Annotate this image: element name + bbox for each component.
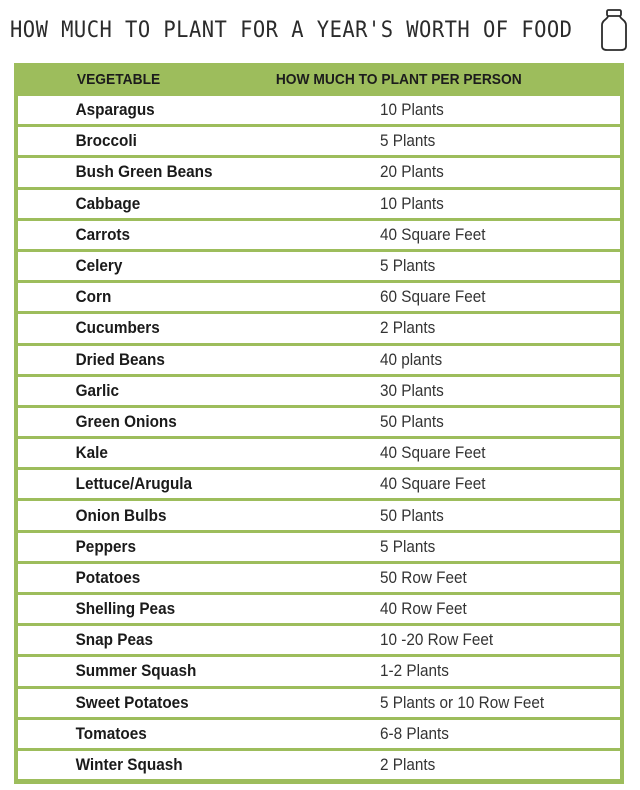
header-vegetable: VEGETABLE — [76, 71, 161, 88]
mason-jar-icon — [599, 8, 629, 52]
vegetable-cell: Peppers — [75, 536, 136, 556]
planting-table — [14, 63, 624, 784]
table-row — [18, 751, 620, 779]
vegetable-cell: Onion Bulbs — [75, 505, 167, 525]
vegetable-cell: Summer Squash — [75, 661, 197, 681]
vegetable-cell: Cucumbers — [75, 318, 160, 338]
amount-cell: 10 -20 Row Feet — [380, 630, 494, 650]
amount-cell: 50 Plants — [380, 505, 444, 525]
table-row — [18, 158, 620, 186]
table-row — [18, 221, 620, 249]
vegetable-cell: Green Onions — [75, 411, 177, 431]
amount-cell: 1-2 Plants — [380, 661, 449, 681]
vegetable-cell: Shelling Peas — [75, 599, 176, 619]
table-row — [18, 501, 620, 529]
amount-cell: 40 Square Feet — [380, 474, 486, 494]
vegetable-cell: Corn — [75, 287, 112, 307]
amount-cell: 40 Row Feet — [380, 599, 467, 619]
table-row — [18, 626, 620, 654]
amount-cell: 10 Plants — [380, 100, 444, 120]
amount-cell: 10 Plants — [380, 193, 444, 213]
table-row — [18, 470, 620, 498]
table-row — [18, 689, 620, 717]
table-row — [18, 439, 620, 467]
vegetable-cell: Lettuce/Arugula — [75, 474, 193, 494]
vegetable-cell: Bush Green Beans — [75, 162, 213, 182]
table-row — [18, 720, 620, 748]
title-bar — [10, 4, 635, 56]
vegetable-cell: Carrots — [75, 224, 131, 244]
amount-cell: 2 Plants — [380, 755, 436, 775]
vegetable-cell: Kale — [75, 443, 108, 463]
amount-cell: 5 Plants — [380, 131, 436, 151]
vegetable-cell: Sweet Potatoes — [75, 692, 189, 712]
amount-cell: 5 Plants or 10 Row Feet — [380, 692, 545, 712]
amount-cell: 2 Plants — [380, 318, 436, 338]
table-row — [18, 408, 620, 436]
table-row — [18, 190, 620, 218]
vegetable-cell: Dried Beans — [75, 349, 165, 369]
table-header — [18, 63, 620, 96]
vegetable-cell: Asparagus — [75, 100, 155, 120]
vegetable-cell: Garlic — [75, 380, 119, 400]
vegetable-cell: Celery — [75, 256, 123, 276]
amount-cell: 5 Plants — [380, 536, 436, 556]
amount-cell: 5 Plants — [380, 256, 436, 276]
amount-cell: 50 Row Feet — [380, 567, 467, 587]
amount-cell: 40 plants — [380, 349, 443, 369]
vegetable-cell: Snap Peas — [75, 630, 153, 650]
page-title: HOW MUCH TO PLANT FOR A YEAR'S WORTH OF FOOD — [10, 17, 573, 43]
vegetable-cell: Potatoes — [75, 567, 141, 587]
table-row — [18, 533, 620, 561]
amount-cell: 40 Square Feet — [380, 224, 486, 244]
amount-cell: 20 Plants — [380, 162, 444, 182]
vegetable-cell: Winter Squash — [75, 755, 183, 775]
table-row — [18, 657, 620, 685]
vegetable-cell: Cabbage — [75, 193, 141, 213]
table-row — [18, 96, 620, 124]
table-row — [18, 564, 620, 592]
vegetable-cell: Tomatoes — [75, 723, 147, 743]
table-row — [18, 127, 620, 155]
header-amount: HOW MUCH TO PLANT PER PERSON — [275, 71, 522, 88]
table-row — [18, 377, 620, 405]
amount-cell: 50 Plants — [380, 411, 444, 431]
table-row — [18, 314, 620, 342]
vegetable-cell: Broccoli — [75, 131, 137, 151]
table-row — [18, 595, 620, 623]
table-body — [18, 96, 620, 779]
amount-cell: 30 Plants — [380, 380, 444, 400]
table-row — [18, 252, 620, 280]
amount-cell: 40 Square Feet — [380, 443, 486, 463]
amount-cell: 60 Square Feet — [380, 287, 486, 307]
table-row — [18, 346, 620, 374]
table-row — [18, 283, 620, 311]
amount-cell: 6-8 Plants — [380, 723, 449, 743]
